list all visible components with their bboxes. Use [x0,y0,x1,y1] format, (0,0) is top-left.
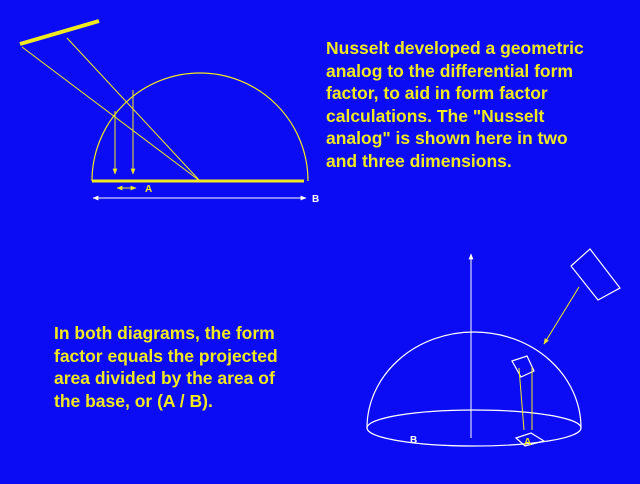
caption-top-line: analog to the differential form [326,60,573,81]
caption-top-line: calculations. The "Nusselt [326,105,545,126]
diagram-3d [367,249,620,448]
label-b-3d: B [410,435,418,446]
ray-3d [544,287,579,344]
caption-top-line: factor, to aid in form factor [326,83,548,103]
caption-top [326,37,636,172]
projected-patch-3d [512,356,534,377]
caption-bottom-line: factor equals the projected [54,345,278,366]
label-b-2d: B [312,194,320,205]
caption-bottom-line: In both diagrams, the form [54,323,275,343]
caption-top-line: and three dimensions. [326,150,512,171]
caption-bottom [54,322,324,412]
caption-bottom-line: the base, or (A / B). [54,390,213,411]
label-a-2d: A [145,184,153,195]
caption-top-line: Nusselt developed a geometric [326,38,584,58]
hemisphere-3d-dome [367,332,581,428]
ray-2d-left [22,47,200,181]
caption-top-line: analog" is shown here in two [326,128,568,148]
diagram-2d [20,21,319,205]
hemisphere-3d-base [367,410,581,446]
hemisphere-2d-arc [92,73,308,181]
label-a-3d: A [524,437,532,448]
source-patch-3d [571,249,620,300]
caption-bottom-line: area divided by the area of [54,368,275,388]
source-patch-2d [20,21,99,44]
